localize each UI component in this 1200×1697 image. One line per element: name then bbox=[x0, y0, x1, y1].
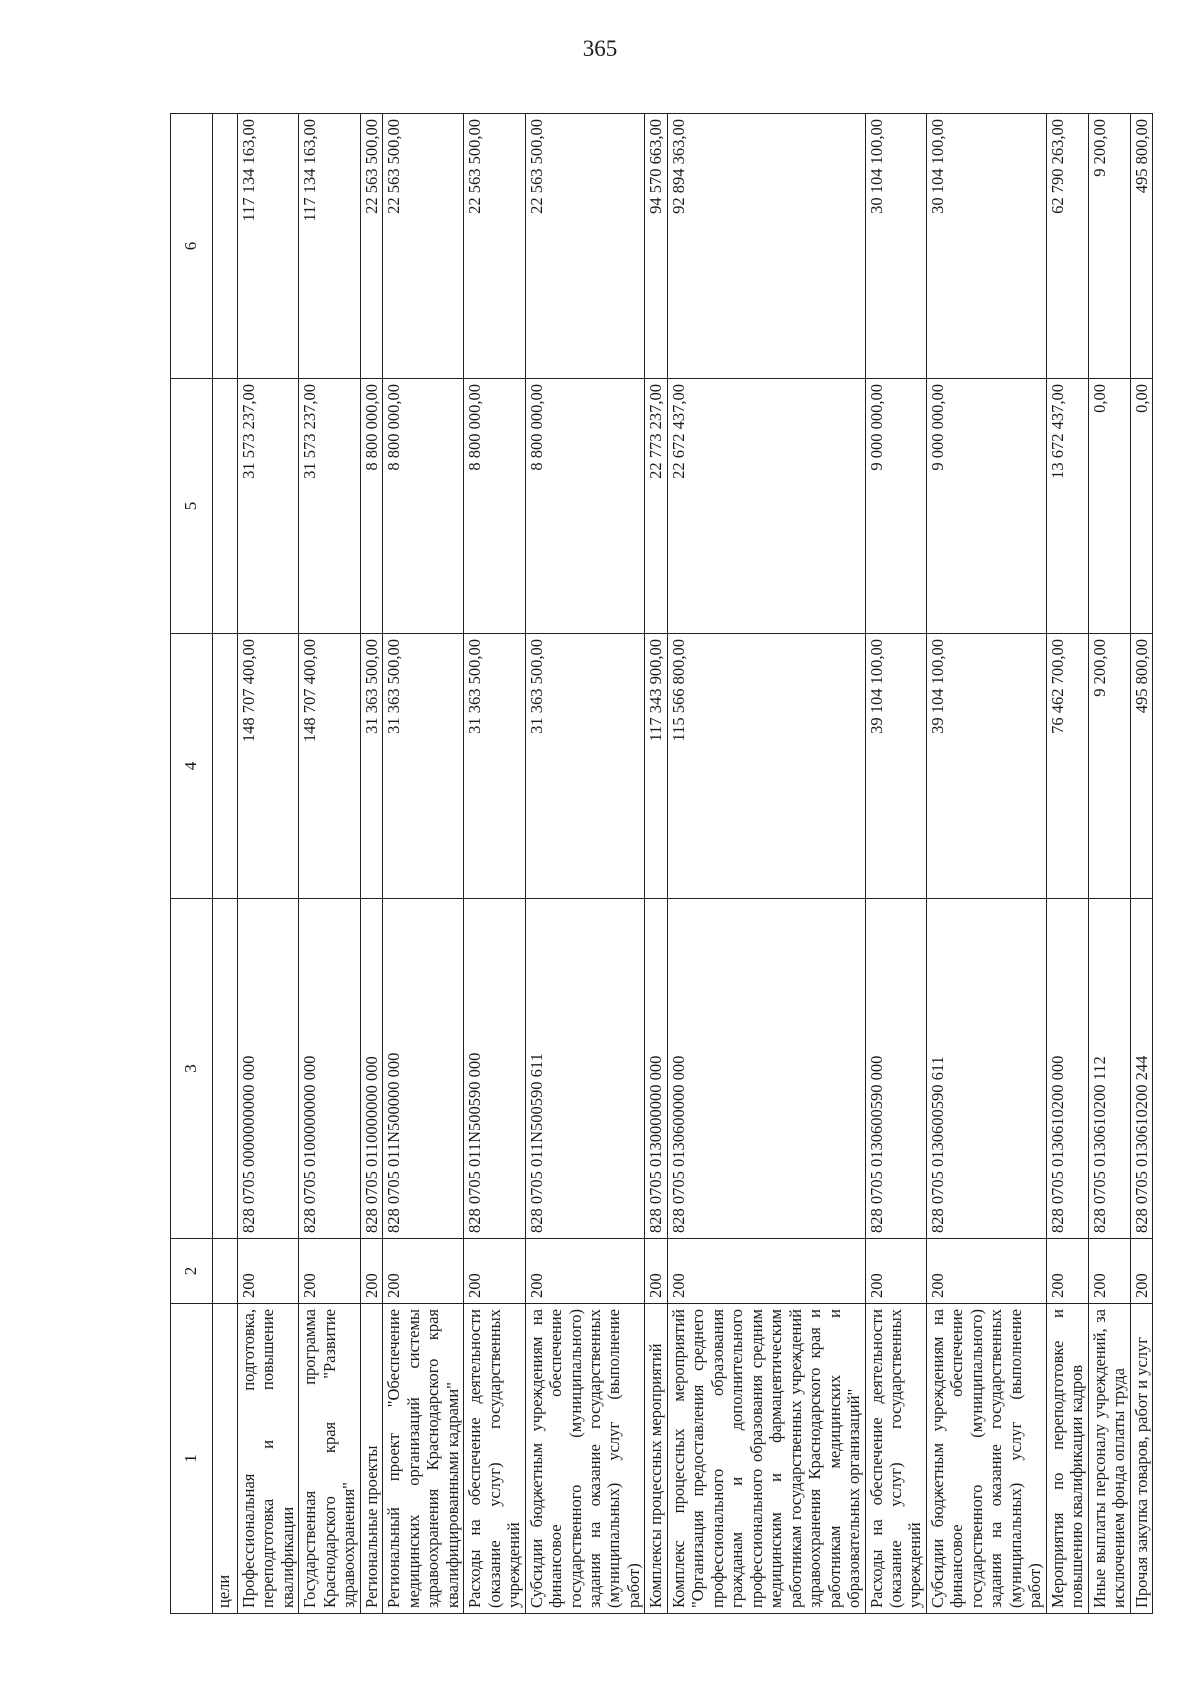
row-name-cell: Расходы на обеспечение деятельности (оказание услуг) государственных учреждений bbox=[865, 1304, 926, 1614]
row-code-cell: 828 0705 0100000000 000 bbox=[299, 899, 360, 1239]
row-amount-cell: 30 104 100,00 bbox=[926, 114, 1046, 379]
row-section-cell: 200 bbox=[1130, 1239, 1152, 1304]
row-amount-cell: 22 563 500,00 bbox=[464, 114, 525, 379]
row-code-cell: 828 0705 0130000000 000 bbox=[645, 899, 667, 1239]
row-name-cell: Субсидии бюджетным учреждениям на финансовое обеспечение государственного (муниципального) задания на оказание государственных (муниципальных) услуг (выполнение работ) bbox=[926, 1304, 1046, 1614]
row-section-cell: 200 bbox=[667, 1239, 865, 1304]
row-amount-cell: 8 800 000,00 bbox=[525, 379, 645, 634]
row-code-cell: 828 0705 011N500000 000 bbox=[383, 899, 464, 1239]
row-code-cell: 828 0705 011N500590 000 bbox=[464, 899, 525, 1239]
empty-cell bbox=[213, 1239, 238, 1304]
row-code-cell: 828 0705 0000000000 000 bbox=[238, 899, 299, 1239]
row-amount-cell: 31 573 237,00 bbox=[299, 379, 360, 634]
row-amount-cell: 31 363 500,00 bbox=[383, 634, 464, 899]
table-row bbox=[238, 114, 299, 1614]
row-amount-cell: 117 134 163,00 bbox=[299, 114, 360, 379]
row-amount-cell: 495 800,00 bbox=[1130, 634, 1152, 899]
row-amount-cell: 115 566 800,00 bbox=[667, 634, 865, 899]
row-section-cell: 200 bbox=[865, 1239, 926, 1304]
row-code-cell: 828 0705 0130600590 000 bbox=[865, 899, 926, 1239]
row-name-cell: Иные выплаты персоналу учреждений, за исключением фонда оплаты труда bbox=[1088, 1304, 1130, 1614]
table-row bbox=[1046, 114, 1088, 1614]
row-name-cell: Субсидии бюджетным учреждениям на финансовое обеспечение государственного (муниципального) задания на оказание государственных (муниципальных) услуг (выполнение работ) bbox=[525, 1304, 645, 1614]
table-row bbox=[926, 114, 1046, 1614]
row-section-cell: 200 bbox=[525, 1239, 645, 1304]
row-amount-cell: 9 200,00 bbox=[1088, 634, 1130, 899]
table-row bbox=[464, 114, 525, 1614]
row-amount-cell: 8 800 000,00 bbox=[464, 379, 525, 634]
row-code-cell: 828 0705 0110000000 000 bbox=[360, 899, 382, 1239]
row-section-cell: 200 bbox=[383, 1239, 464, 1304]
row-code-cell: 828 0705 0130610200 112 bbox=[1088, 899, 1130, 1239]
row-name-cell: Комплексы процессных мероприятий bbox=[645, 1304, 667, 1614]
row-amount-cell: 22 672 437,00 bbox=[667, 379, 865, 634]
table-row bbox=[1130, 114, 1152, 1614]
row-amount-cell: 148 707 400,00 bbox=[299, 634, 360, 899]
row-amount-cell: 22 563 500,00 bbox=[360, 114, 382, 379]
row-amount-cell: 76 462 700,00 bbox=[1046, 634, 1088, 899]
table-row bbox=[1088, 114, 1130, 1614]
row-section-cell: 200 bbox=[1046, 1239, 1088, 1304]
row-section-cell: 200 bbox=[238, 1239, 299, 1304]
row-section-cell: 200 bbox=[299, 1239, 360, 1304]
row-code-cell: 828 0705 0130610200 000 bbox=[1046, 899, 1088, 1239]
row-section-cell: 200 bbox=[926, 1239, 1046, 1304]
row-code-cell: 828 0705 0130610200 244 bbox=[1130, 899, 1152, 1239]
row-amount-cell: 31 363 500,00 bbox=[525, 634, 645, 899]
empty-cell bbox=[213, 114, 238, 379]
row-amount-cell: 117 343 900,00 bbox=[645, 634, 667, 899]
row-name-cell: Государственная программа Краснодарского края "Развитие здравоохранения" bbox=[299, 1304, 360, 1614]
row-name-cell: Прочая закупка товаров, работ и услуг bbox=[1130, 1304, 1152, 1614]
row-name-cell: Комплекс процессных мероприятий "Организация предоставления среднего профессионального образования гражданам и дополнительного профессионального образования средним медицинским и фармацевтическим работникам государственных учреждений здравоохранения Краснодарского края и работникам медицинских и образовательных организаций" bbox=[667, 1304, 865, 1614]
table-row bbox=[360, 114, 382, 1614]
table-row bbox=[383, 114, 464, 1614]
row-amount-cell: 31 363 500,00 bbox=[360, 634, 382, 899]
budget-table-rotated bbox=[170, 114, 1151, 1614]
row-name-cell: Региональные проекты bbox=[360, 1304, 382, 1614]
row-amount-cell: 117 134 163,00 bbox=[238, 114, 299, 379]
row-code-cell: 828 0705 011N500590 611 bbox=[525, 899, 645, 1239]
table-row bbox=[667, 114, 865, 1614]
row-amount-cell: 62 790 263,00 bbox=[1046, 114, 1088, 379]
budget-table bbox=[170, 113, 1153, 1614]
row-name-cell: Расходы на обеспечение деятельности (оказание услуг) государственных учреждений bbox=[464, 1304, 525, 1614]
row-name-cell: Профессиональная подготовка, переподготовка и повышение квалификации bbox=[238, 1304, 299, 1614]
col-header-6: 6 bbox=[171, 114, 213, 379]
row-amount-cell: 495 800,00 bbox=[1130, 114, 1152, 379]
goal-cell: цели bbox=[213, 1304, 238, 1614]
empty-cell bbox=[213, 379, 238, 634]
row-amount-cell: 94 570 663,00 bbox=[645, 114, 667, 379]
row-section-cell: 200 bbox=[645, 1239, 667, 1304]
goal-row bbox=[213, 114, 238, 1614]
col-header-4: 4 bbox=[171, 634, 213, 899]
row-amount-cell: 92 894 363,00 bbox=[667, 114, 865, 379]
col-header-1: 1 bbox=[171, 1304, 213, 1614]
row-amount-cell: 0,00 bbox=[1088, 379, 1130, 634]
row-amount-cell: 31 363 500,00 bbox=[464, 634, 525, 899]
row-amount-cell: 22 773 237,00 bbox=[645, 379, 667, 634]
row-amount-cell: 39 104 100,00 bbox=[926, 634, 1046, 899]
row-amount-cell: 22 563 500,00 bbox=[383, 114, 464, 379]
header-row bbox=[171, 114, 213, 1614]
row-amount-cell: 39 104 100,00 bbox=[865, 634, 926, 899]
table-row bbox=[299, 114, 360, 1614]
row-section-cell: 200 bbox=[1088, 1239, 1130, 1304]
row-amount-cell: 148 707 400,00 bbox=[238, 634, 299, 899]
row-amount-cell: 13 672 437,00 bbox=[1046, 379, 1088, 634]
empty-cell bbox=[213, 634, 238, 899]
page-number: 365 bbox=[582, 36, 618, 61]
row-section-cell: 200 bbox=[360, 1239, 382, 1304]
row-code-cell: 828 0705 0130600000 000 bbox=[667, 899, 865, 1239]
row-amount-cell: 8 800 000,00 bbox=[383, 379, 464, 634]
row-amount-cell: 9 000 000,00 bbox=[926, 379, 1046, 634]
table-row bbox=[865, 114, 926, 1614]
table-row bbox=[645, 114, 667, 1614]
row-amount-cell: 31 573 237,00 bbox=[238, 379, 299, 634]
row-amount-cell: 30 104 100,00 bbox=[865, 114, 926, 379]
row-amount-cell: 9 000 000,00 bbox=[865, 379, 926, 634]
col-header-5: 5 bbox=[171, 379, 213, 634]
row-amount-cell: 22 563 500,00 bbox=[525, 114, 645, 379]
row-amount-cell: 8 800 000,00 bbox=[360, 379, 382, 634]
row-amount-cell: 9 200,00 bbox=[1088, 114, 1130, 379]
row-amount-cell: 0,00 bbox=[1130, 379, 1152, 634]
row-code-cell: 828 0705 0130600590 611 bbox=[926, 899, 1046, 1239]
empty-cell bbox=[213, 899, 238, 1239]
row-section-cell: 200 bbox=[464, 1239, 525, 1304]
col-header-3: 3 bbox=[171, 899, 213, 1239]
table-row bbox=[525, 114, 645, 1614]
row-name-cell: Мероприятия по переподготовке и повышению квалификации кадров bbox=[1046, 1304, 1088, 1614]
row-name-cell: Региональный проект "Обеспечение медицинских организаций системы здравоохранения Краснодарского края квалифицированными кадрами" bbox=[383, 1304, 464, 1614]
col-header-2: 2 bbox=[171, 1239, 213, 1304]
